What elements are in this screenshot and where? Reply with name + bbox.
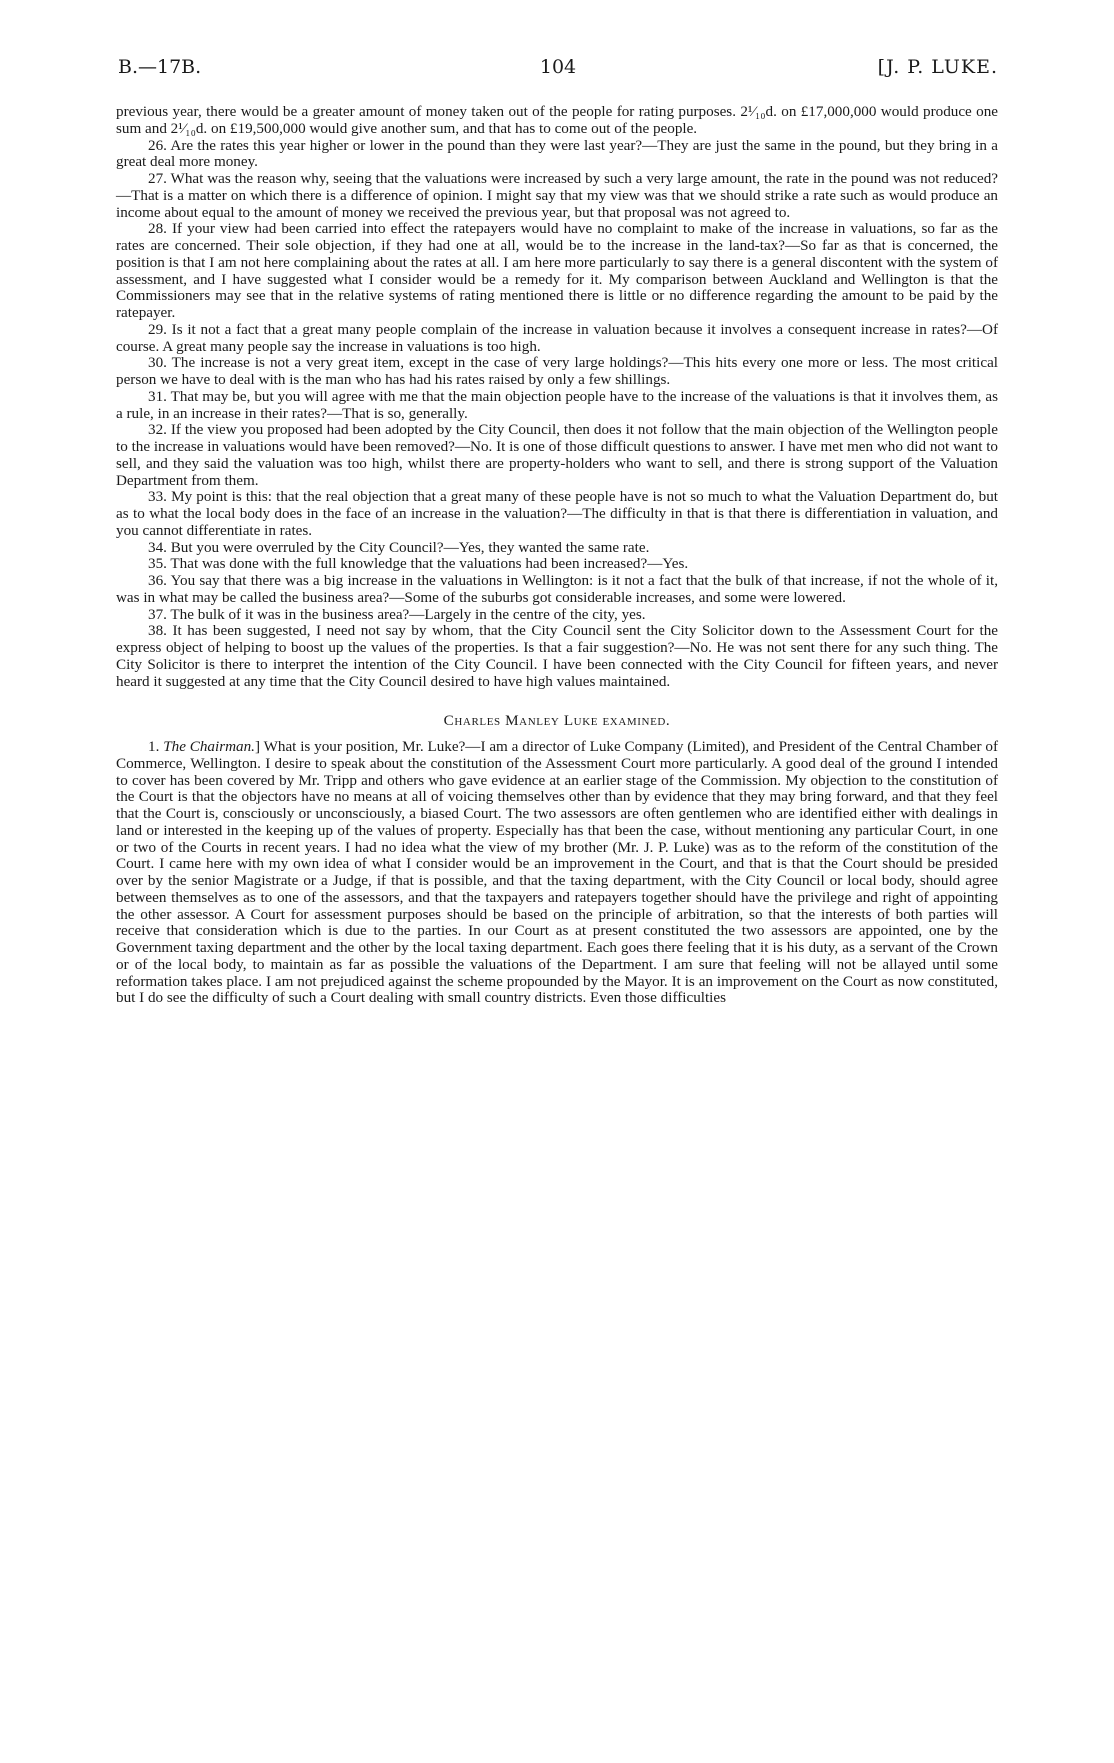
paragraph-q33: 33. My point is this: that the real objection that a great many of these people have is not so much to what the Valuation Department do, but as to what the local body does in the face of an increase in the valuation?—The difficulty in that is that there is differentiation in valuation, and you cannot differentiate in rates.	[116, 488, 998, 539]
paragraph-q37: 37. The bulk of it was in the business area?—Largely in the centre of the city, yes.	[148, 605, 646, 623]
paragraph-q29: 29. Is it not a fact that a great many people complain of the increase in valuation because it involves a consequent increase in rates?—Of course. A great many people say the increase in valuations is too high.	[116, 320, 998, 355]
paragraph-q34: 34. But you were overruled by the City Council?—Yes, they wanted the same rate.	[148, 538, 650, 556]
paragraph-q31: 31. That may be, but you will agree with me that the main objection people have to the increase of the valuations is that it involves them, as a rule, in an increase in their rates?—That is so, generally.	[116, 387, 998, 422]
paragraph-q35: 35. That was done with the full knowledge that the valuations had been increased?—Yes.	[148, 555, 689, 573]
page-header	[118, 56, 998, 86]
paragraph-continuation: previous year, there would be a greater amount of money taken out of the people for rating purposes. 2¹⁄₁₀d. on £17,000,000 would produce one sum and 2¹⁄₁₀d. on £19,500,000 would give another sum, and that has to come out of the people.	[116, 103, 998, 137]
examination-number: 1.	[148, 738, 160, 755]
paragraph-q27: 27. What was the reason why, seeing that the valuations were increased by such a very large amount, the rate in the pound was not reduced?—That is a matter on which there is a difference of opinion. I might say that my view was that we should strike a rate such as would produce an income about equal to the amount of money we received the previous year, but that proposal was not agreed to.	[116, 170, 998, 221]
paragraph-q38: 38. It has been suggested, I need not say by whom, that the City Council sent the City Solicitor down to the Assessment Court for the express object of helping to boost up the values of the properties. Is that a fair suggestion?—No. He was not sent there for any such thing. The City Solicitor is there to interpret the intention of the City Council. I have been connected with the City Council for fifteen years, and never heard it suggested at any time that the City Council desired to have high values maintained.	[116, 622, 998, 690]
page-number: 104	[539, 56, 577, 78]
document-body	[116, 104, 998, 1007]
paragraph-q30: 30. The increase is not a very great item, except in the case of very large holdings?—This hits every one more or less. The most critical person we have to deal with is the man who has had his rates raised by only a few shillings.	[116, 354, 998, 388]
examination-text: ] What is your position, Mr. Luke?—I am a director of Luke Company (Limited), and President of the Central Chamber of Commerce, Wellington. I desire to speak about the constitution of the Assessment Court more particularly. A good deal of the ground I intended to cover has been covered by Mr. Tripp and others who gave evidence at an earlier stage of the Commission. My objection to the constitution of the Court is that the objectors have no means at all of voicing themselves other than by evidence that they may bring forward, and that they feel that the Court is, consciously or unconsciously, a biased Court. The two assessors are often gentlemen who are identified either with dealings in land or interested in the keeping up of the values of property. Especially has that been the case, without mentioning any particular Court, in one or two of the Courts in recent years. I had no idea what the view of my brother (Mr. J. P. Luke) was as to the reform of the constitution of the Court. I came here with my own idea of what I consider would be an improvement in the Court, and that is that the Court should be presided over by the senior Magistrate or a Judge, if that is possible, and that the taxing department, with the City Council or local body, should agree between themselves as to one of the assessors, and that the taxpayers and ratepayers together should have the privilege and right of appointing the other assessor. A Court for assessment purposes should be based on the principle of arbitration, so that the interests of both parties will receive that consideration which is due to the parties. In our Court as at present constituted the two assessors are appointed, one by the Government taxing department and the other by the local taxing department. Each goes there feeling that it is his duty, as a servant of the Crown or of the local body, to maintain as far as possible the valuations of the Department. I am sure that feeling will not be allayed until some reformation takes place. I am not prejudiced against the scheme propounded by the Mayor. It is an improvement on the Court as now constituted, but I do see the difficulty of such a Court dealing with small country districts. Even those difficulties	[116, 738, 998, 1007]
examination-speaker: The Chairman.	[163, 738, 255, 755]
paragraph-q32: 32. If the view you proposed had been adopted by the City Council, then does it not follow that the main objection of the Wellington people to the increase in valuations would have been removed?—No. It is one of those difficult questions to answer. I have met men who did not want to sell, and they said the valuation was too high, whilst there are property-holders who want to sell, and there is strong support of the Valuation Department from them.	[116, 421, 998, 489]
paragraph-q36: 36. You say that there was a big increase in the valuations in Wellington: is it not a fact that the bulk of that increase, if not the whole of it, was in what may be called the business area?—Some of the suburbs got considerable increases, and some were lowered.	[116, 572, 998, 606]
paragraph-q26: 26. Are the rates this year higher or lower in the pound than they were last year?—They are just the same in the pound, but they bring in a great deal more money.	[116, 136, 998, 171]
header-witness: [J. P. LUKE.	[877, 56, 998, 78]
header-reference: B.—17B.	[118, 56, 202, 78]
section-heading: Charles Manley Luke examined.	[443, 712, 671, 730]
paragraph-q28: 28. If your view had been carried into effect the ratepayers would have no complaint to make of the increase in valuations, so far as the rates are concerned. Their sole objection, if they had one at all, would be to the increase in the land-tax?—So far as that is concerned, the position is that I am not here complaining about the rates at all. I am here more particularly to say there is a general discontent with the system of assessment, and I have suggested what I consider would be a remedy for it. My comparison between Auckland and Wellington is that the Commissioners may see that in the relative systems of rating mentioned there is little or no difference regarding the amount to be paid by the ratepayer.	[116, 220, 998, 321]
examination-paragraph	[116, 739, 998, 1007]
